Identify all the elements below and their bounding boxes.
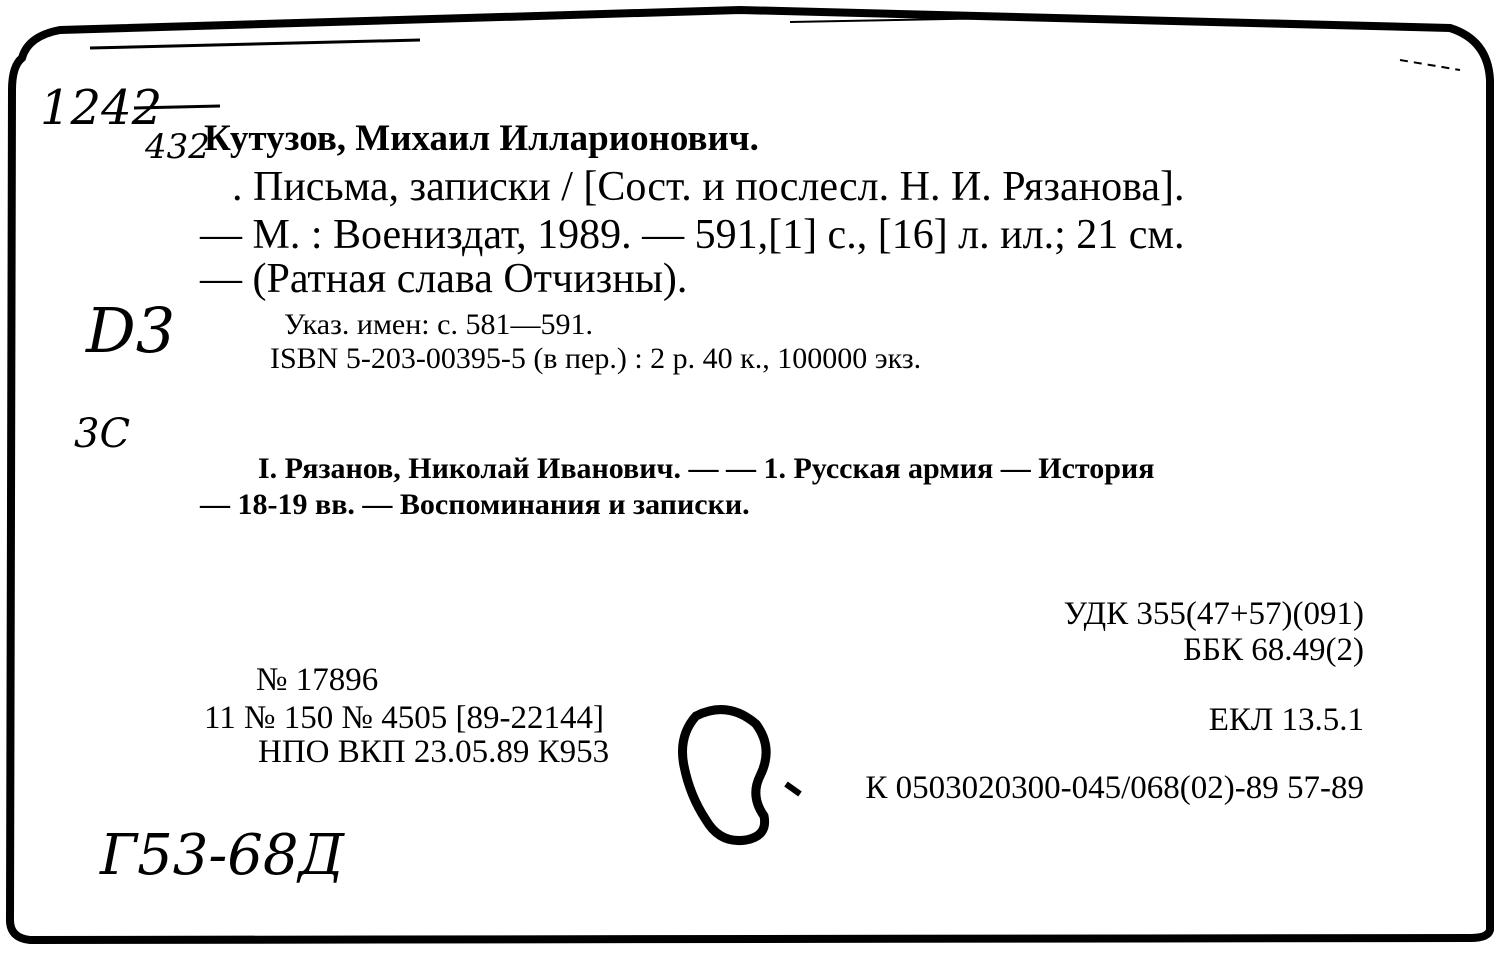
index-note: Указ. имен: с. 581—591. [284,308,593,341]
production-number: № 17896 [256,662,379,698]
handwritten-mark-d3: D3 [86,294,176,367]
handwritten-stroke [132,98,222,118]
handwritten-mark-3c: 3C [74,411,131,457]
handwritten-sub-number: 432 [145,127,210,167]
production-line-1: 11 № 150 № 4505 [89-22144] [204,700,604,736]
tracings-line-2: — 18-19 вв. — Воспоминания и записки. [200,488,750,521]
bbk-code: ББК 68.49(2) [1183,632,1364,668]
bracket-loop-icon [668,696,808,856]
isbn-line: ISBN 5-203-00395-5 (в пер.) : 2 р. 40 к., 100000 экз. [270,342,922,375]
tracings-line-1: I. Рязанов, Николай Иванович. — — 1. Русская армия — История [258,452,1155,485]
series-line: — (Ратная слава Отчизны). [200,256,688,302]
imprint-line: — М. : Воениздат, 1989. — 591,[1] с., [16] л. ил.; 21 см. [200,212,1185,258]
handwritten-number-main: 1242 [40,80,163,136]
title-line: . Письма, записки / [Сост. и послесл. Н. И. Рязанова]. [232,164,1185,210]
k-code: К 0503020300-045/068(02)-89 57-89 [865,770,1364,806]
handwritten-bottom-code: Г53-68Д [100,823,345,888]
author-heading: Кутузов, Михаил Илларионович. [204,118,759,159]
udk-code: УДК 355(47+57)(091) [1063,596,1364,632]
production-line-2: НПО ВКП 23.05.89 К953 [258,734,610,770]
ekl-code: ЕКЛ 13.5.1 [1208,702,1364,738]
